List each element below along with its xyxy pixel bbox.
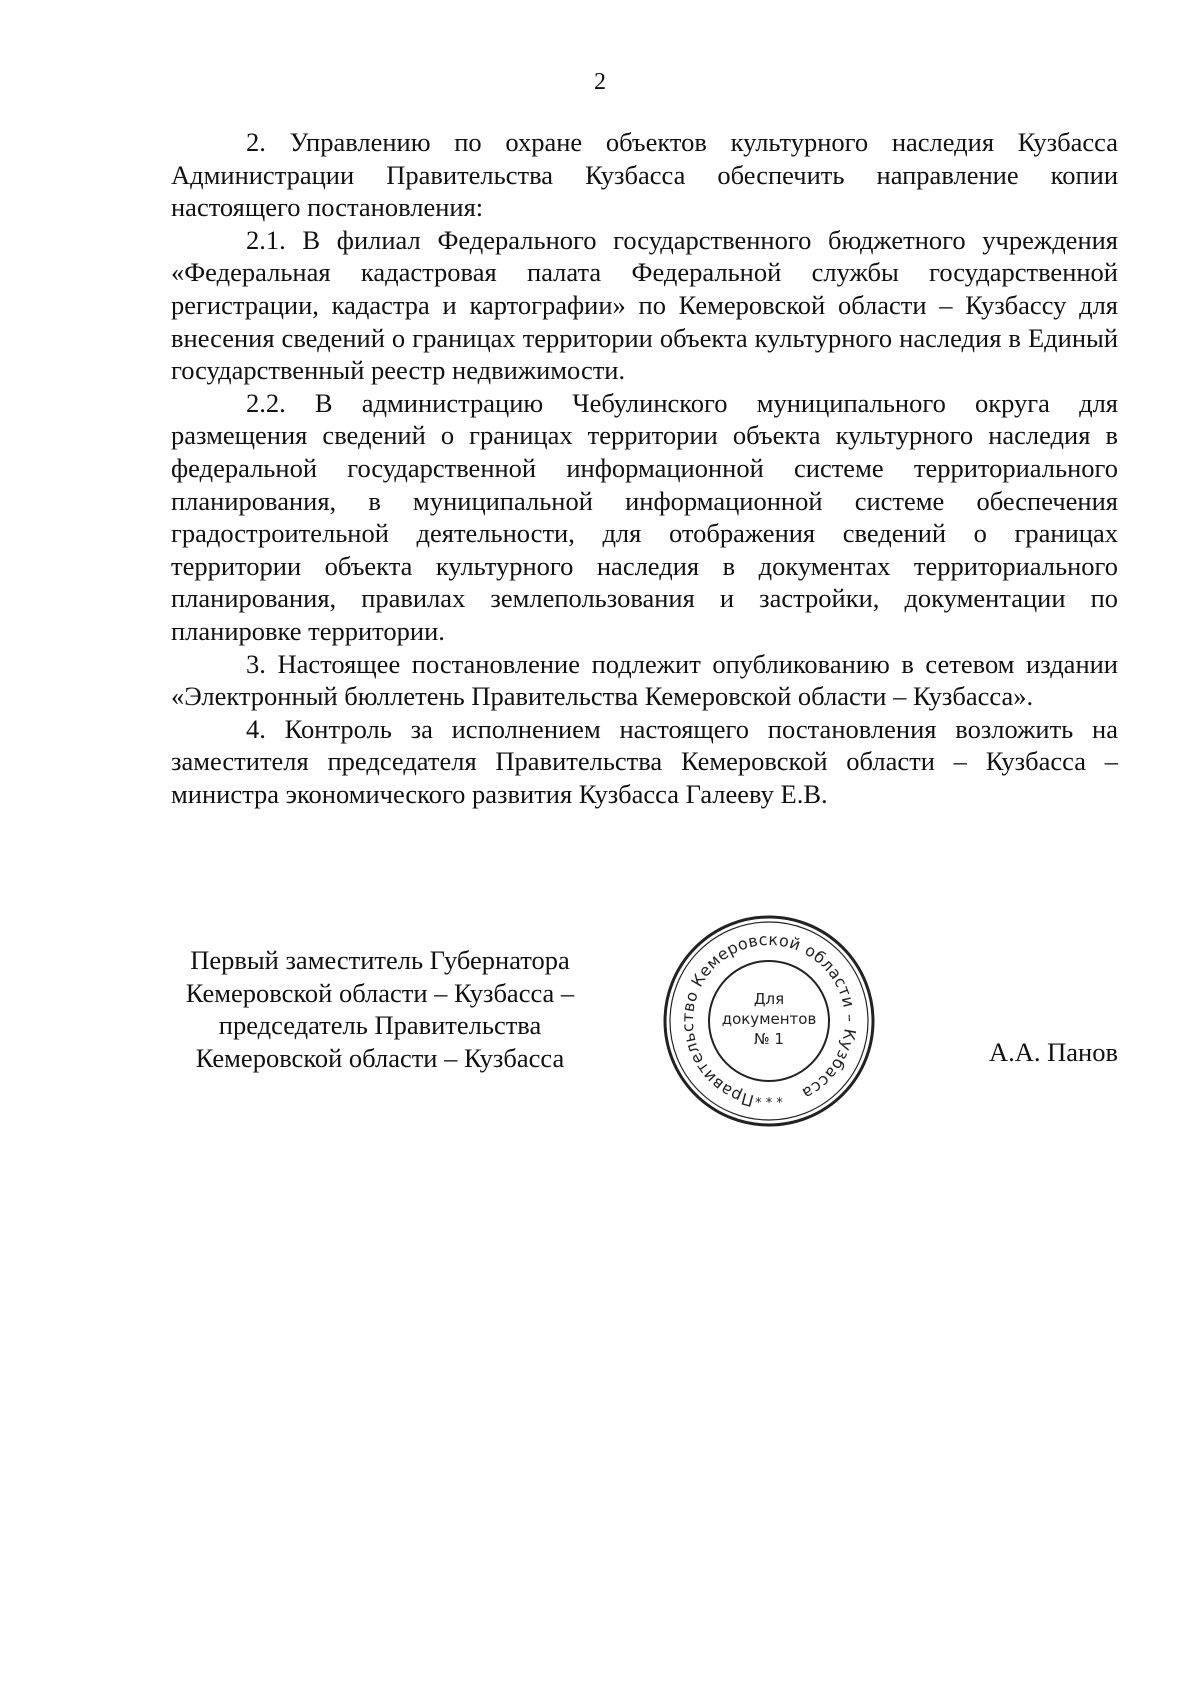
seal-icon xyxy=(660,912,878,1130)
signatory-title xyxy=(150,944,610,1074)
paragraph-2-1: 2.1. В филиал Федерального государственного бюджетного учреждения «Федеральная кадастровая палата Федеральной службы государственной регистрации, кадастра и картографии» по Кемеровской области – Кузбассу для внесения сведений о границах территории объекта культурного наследия в Единый государственный реестр недвижимости. xyxy=(171,224,1118,386)
seal-ring-text: Правительство Кемеровской области – Кузбасса xyxy=(677,929,861,1111)
paragraph-3: 3. Настоящее постановление подлежит опубликованию в сетевом издании «Электронный бюллетень Правительства Кемеровской области – Кузбасса». xyxy=(171,648,1118,712)
paragraph-4: 4. Контроль за исполнением настоящего постановления возложить на заместителя председателя Правительства Кемеровской области – Кузбасса – министра экономического развития Кузбасса Галееву Е.В. xyxy=(171,713,1118,809)
signatory-name: А.А. Панов xyxy=(989,1037,1118,1067)
paragraph-2-2: 2.2. В администрацию Чебулинского муниципального округа для размещения сведений о границах территории объекта культурного наследия в федеральной государственной информационной системе территориального планирования, в муниципальной информационной системе обеспечения градостроительной деятельности, для отображения сведений о границах территории объекта культурного наследия в документах территориального планирования, правилах землепользования и застройки, документации по планировке территории. xyxy=(171,387,1118,646)
seal-center-line-2: документов xyxy=(721,1010,817,1028)
paragraph-2: 2. Управлению по охране объектов культурного наследия Кузбасса Администрации Правительства Кузбасса обеспечить направление копии настоящего постановления: xyxy=(171,127,1118,223)
page-number: 2 xyxy=(594,69,606,95)
official-seal-stamp xyxy=(660,912,878,1130)
document-body xyxy=(171,126,1118,810)
signatory-title-line: Первый заместитель Губернатора xyxy=(190,945,570,975)
seal-center-line-1: Для xyxy=(753,990,785,1008)
seal-stars: * * * xyxy=(755,1096,783,1111)
signatory-title-line: Кемеровской области – Кузбасса xyxy=(195,1042,565,1073)
signatory-title-line: Кемеровской области – Кузбасса – xyxy=(185,977,575,1008)
seal-center-line-3: № 1 xyxy=(754,1030,784,1048)
signatory-title-line: председатель Правительства xyxy=(218,1010,542,1040)
